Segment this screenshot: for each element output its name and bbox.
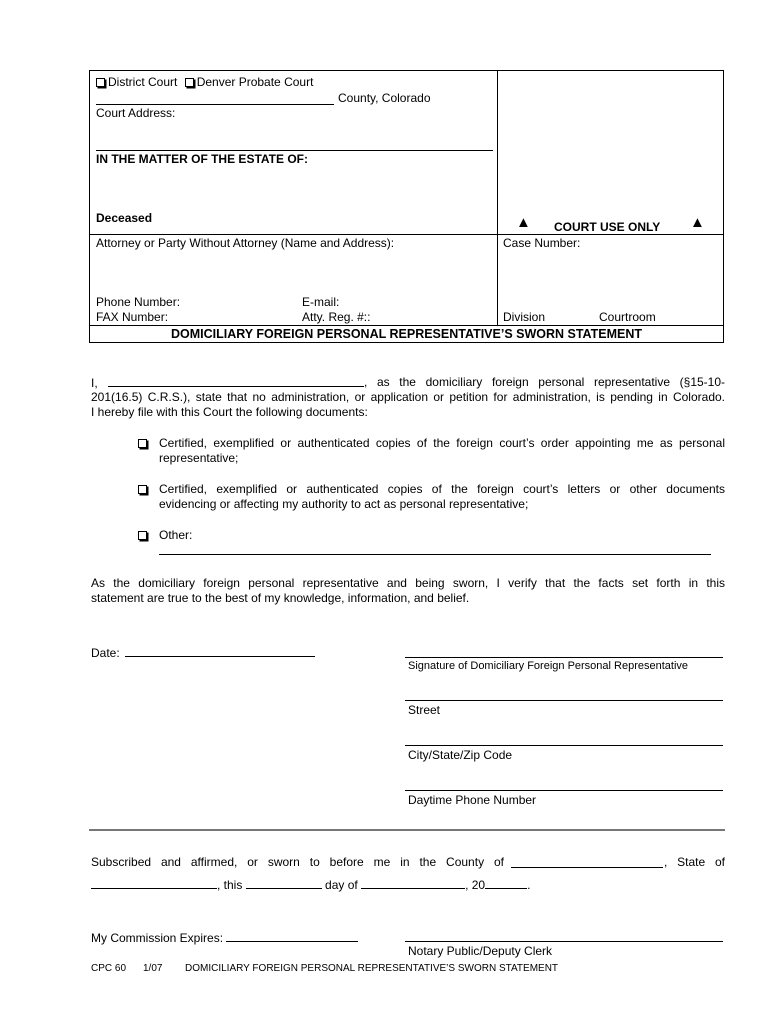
year-blank[interactable]: [485, 877, 527, 889]
up-triangle-icon: ▲: [690, 214, 705, 231]
city-label: City/State/Zip Code: [408, 748, 513, 762]
date-label: Date:: [91, 646, 120, 660]
other-label: Other:: [159, 528, 193, 542]
deceased-label: Deceased: [96, 211, 153, 225]
other-blank[interactable]: [159, 554, 711, 555]
caption-box: [89, 70, 724, 343]
day-blank[interactable]: [246, 877, 322, 889]
option1-checkbox[interactable]: [138, 439, 147, 448]
option1-line-1: Certified, exemplified or authenticated copies of the foreign court’s order appointing me as personal: [159, 436, 725, 450]
option2-line-2: evidencing or affecting my authority to act as personal representative;: [159, 497, 529, 511]
oath-line-1: As the domiciliary foreign personal representative and being sworn, I verify that the facts set forth in this: [91, 576, 725, 590]
daytime-phone-line[interactable]: [405, 790, 723, 791]
signature-line[interactable]: [405, 657, 723, 658]
intro-line1-rest: , as the domiciliary foreign personal representative (§15-10-: [364, 375, 725, 389]
notary-label: Notary Public/Deputy Clerk: [408, 944, 553, 958]
city-line[interactable]: [405, 745, 723, 746]
county-of-blank[interactable]: [511, 867, 663, 868]
street-line[interactable]: [405, 700, 723, 701]
daytime-phone-label: Daytime Phone Number: [408, 793, 537, 807]
commission-label: My Commission Expires:: [91, 931, 224, 945]
district-court-label: District Court: [108, 75, 178, 89]
court-address-label: Court Address:: [96, 106, 176, 120]
oath-line-2: statement are true to the best of my knowledge, information, and belief.: [91, 591, 470, 605]
date-field: [91, 645, 315, 660]
option1-line-2: representative;: [159, 451, 239, 465]
option2-line-1: Certified, exemplified or authenticated copies of the foreign court’s letters or other documents: [159, 482, 725, 496]
case-number-label: Case Number:: [503, 236, 581, 250]
caption-rule-title: [89, 325, 724, 326]
phone-number-label: Phone Number:: [96, 295, 181, 309]
court-type-options: [96, 75, 313, 89]
estate-matter-label: IN THE MATTER OF THE ESTATE OF:: [96, 152, 308, 166]
matter-underline: [96, 150, 493, 151]
this-text: , this: [217, 878, 243, 892]
state-of-text: , State of: [664, 855, 725, 869]
division-label: Division: [503, 310, 546, 324]
courtroom-label: Courtroom: [599, 310, 656, 324]
caption-divider: [497, 70, 498, 326]
subscribed-text: Subscribed and affirmed, or sworn to before me in the County of: [91, 855, 504, 869]
month-blank[interactable]: [361, 877, 465, 889]
day-of-text: day of: [325, 878, 358, 892]
option2-checkbox[interactable]: [138, 485, 147, 494]
street-label: Street: [408, 703, 441, 717]
probate-court-checkbox[interactable]: [185, 78, 194, 87]
section-divider: [89, 829, 725, 831]
caption-rule-attorney: [89, 234, 724, 235]
representative-name-blank[interactable]: [108, 375, 364, 387]
county-label: County, Colorado: [338, 91, 431, 105]
year-prefix: , 20: [465, 878, 486, 892]
option3-checkbox[interactable]: [138, 531, 147, 540]
intro-i: I,: [91, 376, 98, 390]
atty-reg-label: Atty. Reg. #::: [302, 310, 371, 324]
commission-field: [91, 930, 358, 945]
form-revision: 1/07: [143, 963, 163, 974]
attorney-label: Attorney or Party Without Attorney (Name and Address):: [96, 236, 395, 250]
date-blank[interactable]: [125, 645, 315, 657]
probate-court-label: Denver Probate Court: [196, 75, 314, 89]
email-label: E-mail:: [302, 295, 340, 309]
intro-line-3: I hereby file with this Court the following documents:: [91, 405, 368, 419]
footer-title: DOMICILIARY FOREIGN PERSONAL REPRESENTATIVE’S SWORN STATEMENT: [185, 963, 559, 974]
signature-label: Signature of Domiciliary Foreign Personal Representative: [408, 660, 689, 672]
date-sworn-line: [91, 877, 530, 892]
notary-signature-line[interactable]: [405, 941, 723, 942]
county-blank[interactable]: [96, 104, 334, 105]
intro-line-2: 201(16.5) C.R.S.), state that no administration, or application or petition for administration, is pending in Colorado.: [91, 390, 725, 404]
district-court-checkbox[interactable]: [96, 78, 105, 87]
court-use-only-label: COURT USE ONLY: [554, 220, 661, 234]
up-triangle-icon: ▲: [516, 214, 531, 231]
commission-blank[interactable]: [226, 930, 358, 942]
state-blank[interactable]: [91, 877, 217, 889]
period: .: [527, 878, 531, 892]
form-title: DOMICILIARY FOREIGN PERSONAL REPRESENTATIVE’S SWORN STATEMENT: [170, 327, 643, 341]
fax-number-label: FAX Number:: [96, 310, 169, 324]
form-number: CPC 60: [91, 963, 127, 974]
